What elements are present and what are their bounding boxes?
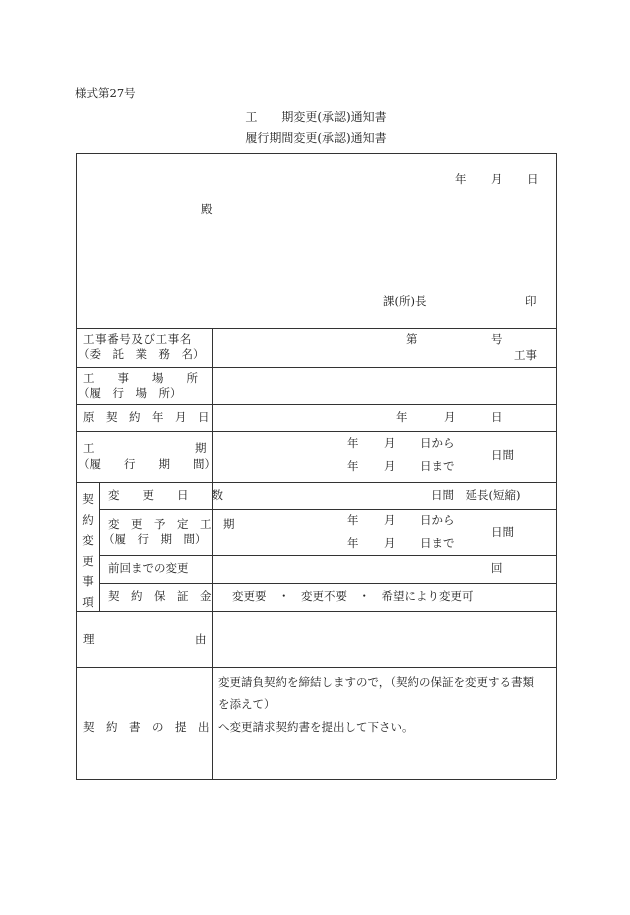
form-number: 様式第27号 <box>75 86 136 100</box>
period-to-month: 月 <box>384 459 396 473</box>
guarantee-label: 契 約 保 証 金 <box>108 589 212 603</box>
change-days-label: 変 更 日 数 <box>108 488 223 502</box>
planned-days: 日間 <box>491 525 514 539</box>
seal-mark: 印 <box>525 294 537 308</box>
addressee-suffix: 殿 <box>201 202 213 216</box>
period-to-day: 日まで <box>420 459 455 473</box>
change-items-label: 契約変更事項 <box>82 492 94 609</box>
reason-label-a: 理 <box>83 632 95 646</box>
title-line-2: 履行期間変更(承認)通知書 <box>245 131 387 145</box>
period-label-a: 工 <box>83 441 95 455</box>
planned-from-year: 年 <box>347 513 359 527</box>
chief-label: 課(所)長 <box>383 294 427 308</box>
date-month: 月 <box>491 172 503 186</box>
planned-from-month: 月 <box>384 513 396 527</box>
planned-period-label-alt: （履 行 期 間） <box>103 532 207 546</box>
original-contract-date-label: 原 契 約 年 月 日 <box>83 410 210 424</box>
site-label: 工 事 場 所 <box>83 371 198 385</box>
period-from-year: 年 <box>347 436 359 450</box>
work-koji-suffix: 工事 <box>514 348 537 362</box>
guarantee-options: 変更要 ・ 変更不要 ・ 希望により変更可 <box>232 589 474 603</box>
submit-label: 契 約 書 の 提 出 <box>83 720 210 734</box>
original-day: 日 <box>491 410 503 424</box>
work-number-go: 号 <box>491 332 503 346</box>
original-month: 月 <box>444 410 456 424</box>
period-from-month: 月 <box>384 436 396 450</box>
planned-period-label: 変 更 予 定 工 期 <box>108 517 235 531</box>
planned-to-month: 月 <box>384 536 396 550</box>
period-label-b: 期 <box>195 441 207 455</box>
period-from-day: 日から <box>420 436 455 450</box>
date-year: 年 <box>455 172 467 186</box>
previous-changes-count: 回 <box>491 561 503 575</box>
previous-changes-label: 前回までの変更 <box>108 561 189 575</box>
work-number-dai: 第 <box>406 332 418 346</box>
work-number-label: 工事番号及び工事名 <box>83 332 192 346</box>
work-name-label: （委 託 業 務 名） <box>78 347 205 361</box>
period-to-year: 年 <box>347 459 359 473</box>
submit-text-line-1: 変更請負契約を締結しますので，（契約の保証を変更する書類 <box>218 675 535 689</box>
reason-label-b: 由 <box>195 632 207 646</box>
title-line-1: 工 期変更(承認)通知書 <box>245 110 387 124</box>
change-days-value: 日間 延長(短縮) <box>431 488 521 502</box>
site-label-alt: （履 行 場 所） <box>78 386 182 400</box>
planned-from-day: 日から <box>420 513 455 527</box>
original-year: 年 <box>396 410 408 424</box>
submit-text-line-2: を添えて） <box>218 697 276 711</box>
submit-text-line-3: へ変更請求契約書を提出して下さい。 <box>218 720 414 734</box>
period-days: 日間 <box>491 448 514 462</box>
planned-to-year: 年 <box>347 536 359 550</box>
period-label-alt: （履 行 期 間） <box>78 457 216 471</box>
date-day: 日 <box>527 172 539 186</box>
planned-to-day: 日まで <box>420 536 455 550</box>
